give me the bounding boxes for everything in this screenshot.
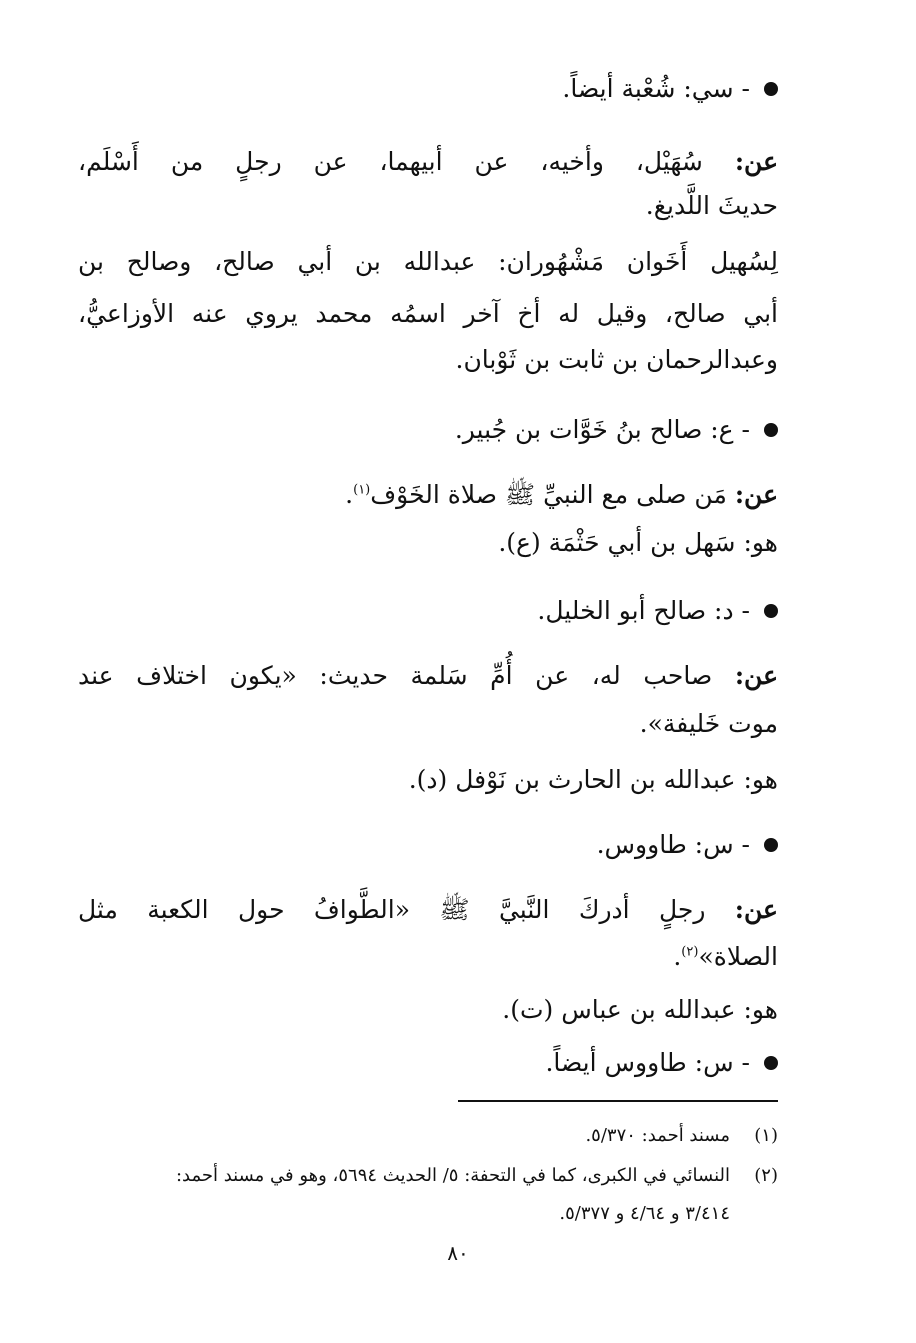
entry-heading: - ع: صالح بنُ خَوَّات بن جُبير. (78, 413, 778, 447)
footnote: (٢)النسائي في الكبرى، كما في التحفة: ٥/ الحديث ٥٦٩٤، وهو في مسند أحمد: (78, 1162, 778, 1190)
huwa-label: هو: (743, 528, 778, 557)
an-text: سُهَيْل، وأخيه، عن أبيهما، عن رجلٍ من أَسْلَم، (78, 147, 703, 176)
footnote-continuation: ٣/٤١٤ و ٤/٦٤ و ٥/٣٧٧. (559, 1203, 730, 1224)
bullet-icon (764, 423, 778, 437)
text-line: حديثَ اللَّديغ. (645, 191, 778, 220)
footnote-ref: (١) (353, 482, 371, 498)
footnote-divider (458, 1100, 778, 1102)
text-line: موت خَليفة». (639, 709, 778, 738)
entry-heading: - س: طاووس. (78, 828, 778, 862)
footnote-number: (١) (754, 1125, 778, 1146)
entry-heading: - د: صالح أبو الخليل. (78, 594, 778, 628)
an-line: عن: رجلٍ أدركَ النَّبيَّ ﷺ «الطَّوافُ حول الكعبة مثل (78, 895, 778, 924)
footnote: (١)مسند أحمد: ٥/٣٧٠. (78, 1122, 778, 1150)
an-label: عن: (734, 661, 778, 690)
footnote-number: (٢) (754, 1165, 778, 1186)
an-label: عن: (734, 895, 778, 924)
huwa-label: هو: (743, 995, 778, 1024)
bullet-icon (764, 82, 778, 96)
an-line (78, 145, 778, 179)
an-line: عن: صاحب له، عن أُمِّ سَلمة حديث: «يكون اختلاف عند (78, 661, 778, 690)
note-line: لِسُهيل أَخَوان مَشْهُوران: عبدالله بن أبي صالح، وصالح بن (78, 247, 778, 276)
bullet-icon (764, 1056, 778, 1070)
huwa-label: هو: (743, 765, 778, 794)
an-line: عن: مَن صلى مع النبيِّ ﷺ صلاة الخَوْف$^{(١)}$. (345, 480, 778, 509)
an-label: عن: (734, 480, 778, 509)
footnote-ref: (٢) (681, 944, 699, 960)
huwa-line: هو: سَهل بن أبي حَثْمَة (ع). (498, 528, 778, 557)
an-label: عن: (734, 147, 778, 176)
page-number: ٨٠ (447, 1241, 469, 1265)
entry-heading: - س: طاووس أيضاً. (78, 1046, 778, 1080)
bullet-icon (764, 604, 778, 618)
huwa-line: هو: عبدالله بن عباس (ت). (502, 995, 778, 1024)
huwa-line: هو: عبدالله بن الحارث بن نَوْفل (د). (408, 765, 778, 794)
note-line: وعبدالرحمان بن ثابت بن ثَوْبان. (455, 345, 778, 374)
bullet-icon (764, 838, 778, 852)
text-line: الصلاة»$^{(٢)}$. (673, 942, 778, 971)
entry-heading: - سي: شُعْبة أيضاً. (78, 72, 778, 106)
note-line: أبي صالح، وقيل له أخ آخر اسمُه محمد يروي عنه الأوزاعيُّ، (78, 299, 778, 328)
